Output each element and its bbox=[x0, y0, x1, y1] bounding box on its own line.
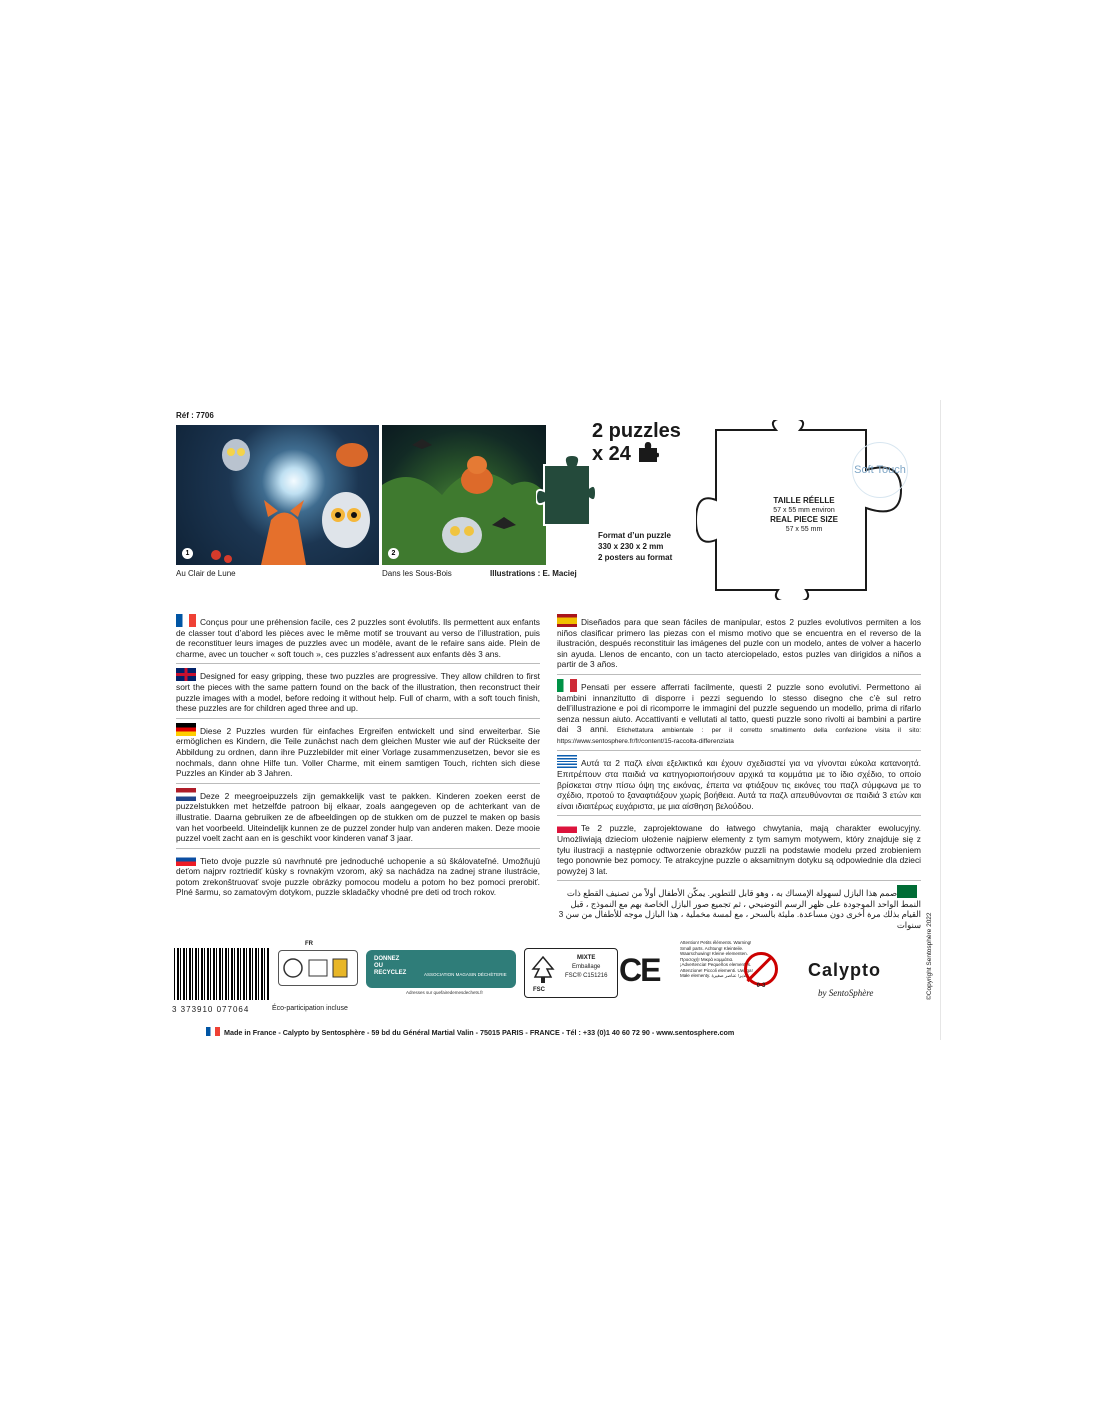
poland-flag-icon bbox=[557, 820, 577, 833]
text-es-body: Diseñados para que sean fáciles de manipular, estos 2 puzles evolutivos permiten a los niños clasificar primero las piezas con el mismo motivo que se encuentra en el reverso de la ilustración, después reconstituir las imágenes del puzle con un modelo, antes de volver a hacerlo sin ayuda. Llenos de encanto, con un tacto aterciopelado, estos puzles van dirigidos a niños a partir de 3 años. bbox=[557, 617, 921, 670]
puzzle-illustration-1 bbox=[176, 425, 379, 565]
puzzle-title-2: Dans les Sous-Bois bbox=[382, 569, 452, 578]
donnez-text bbox=[374, 956, 406, 977]
fsc-mixte: MIXTE bbox=[577, 955, 596, 961]
italy-flag-icon bbox=[557, 679, 577, 692]
text-fr-body: Conçus pour une préhension facile, ces 2 puzzles sont évolutifs. Ils permettent aux enfants de classer tout d’abord les pièces avec le même motif se trouvant au verso de l’illustration, puis de reconstituer leurs images de puzzles avec un modèle, avant de le refaire sans aide. Plein de charme, avec un toucher « soft touch », ces puzzles s’adressent aux enfants dès 3 ans. bbox=[176, 617, 540, 659]
size-value-en: 57 x 55 mm bbox=[785, 526, 823, 533]
donnez-categories: ASSOCIATION MAGASIN DÉCHÈTERIE bbox=[424, 972, 507, 977]
format-info bbox=[598, 530, 672, 563]
headline-pieces bbox=[592, 442, 681, 465]
donnez-line-2: OU bbox=[374, 963, 383, 969]
slovakia-flag-icon bbox=[176, 853, 196, 866]
saudi-flag-icon bbox=[897, 885, 917, 898]
puzzle-piece-icon bbox=[637, 442, 659, 462]
headline bbox=[592, 420, 681, 465]
recycling-icons bbox=[279, 951, 357, 985]
triman-fr-label: FR bbox=[305, 941, 313, 947]
text-sk bbox=[176, 853, 540, 902]
ce-mark: CE bbox=[619, 952, 660, 988]
text-en-body: Designed for easy gripping, these two puzzles are progressive. They allow children to first sort the pieces with the same pattern found on the back of the illustration, then reconstruct their puzzle images with a model, before redoing it without help. Full of charm, with a soft touch finish, these puzzles are for children aged three and up. bbox=[176, 671, 540, 714]
text-it-body: Pensati per essere afferrati facilmente, questi 2 puzzle sono evolutivi. Permettono ai bambini innanzitutto di disporre i pezzi seguendo lo stesso disegno che c’è sul retro dell’illustrazione e poi di ricomporre le immagini del puzzle seguendo un modello, prima di rifarlo senza nessun aiuto. Accattivanti e vellutati al tatto, questi puzzle sono rivolti ai bambini a partire dai 3 anni. bbox=[557, 681, 921, 735]
size-value-fr: 57 x 55 mm environ bbox=[773, 507, 835, 514]
triman-recycling-logo bbox=[278, 950, 358, 986]
headline-count: 2 puzzles bbox=[592, 420, 681, 442]
text-en bbox=[176, 668, 540, 718]
small-parts-warning: Attention! Petits éléments. Warning! Small parts. Achtung! Kleinteile. Waarschuwing! Kleine elementen. Προσοχή! Μικρά κομμάτια. ¡Advertencia! Pequeños elementos. Attenzione! Piccoli elementi. Uwaga! Małe elementy. تحذير! عناصر صغيرة bbox=[680, 940, 753, 978]
netherlands-flag-icon bbox=[176, 788, 196, 801]
france-flag-icon bbox=[206, 1027, 220, 1036]
fsc-logo bbox=[524, 948, 618, 998]
text-fr bbox=[176, 614, 540, 664]
text-el bbox=[557, 755, 921, 816]
age-warning-text: 0-3 bbox=[756, 983, 766, 989]
description-column-left bbox=[176, 614, 540, 906]
age-warning-icon bbox=[744, 952, 778, 989]
barcode bbox=[174, 948, 270, 1000]
donnez-line-3: RECYCLEZ bbox=[374, 970, 407, 976]
description-column-right bbox=[557, 614, 921, 939]
barcode-number: 3 373910 077064 bbox=[172, 1005, 250, 1014]
soft-touch-badge: Soft Touch bbox=[852, 442, 908, 498]
address-text: Made in France - Calypto by Sentosphère - 59 bd du Général Martial Valin - 75015 PARIS - FRANCE - Tél : +33 (0)1 40 60 72 90 - www.sentosphere.com bbox=[224, 1028, 735, 1037]
puzzle-number-badge: 2 bbox=[388, 548, 399, 559]
format-line-3: 2 posters au format bbox=[598, 553, 673, 562]
text-el-body: Αυτά τα 2 παζλ είναι εξελικτικά και έχουν σχεδιαστεί για να γίνονται εύκολα κατανοητά. Επιτρέπουν στα παιδιά να κατηγοριοποιήσουν αρχικά τα κομμάτια με το ίδιο σχέδιο, το οποίο βρίσκεται στην πίσω όψη της εικόνας, έπειτα να φτιάξουν τις εικόνες του παζλ σύμφωνα με το σχέδιο, προτού το ξαναφτιάξουν χωρίς βοήθεια. Αυτά τα παζλ απευθύνονται σε παιδιά 3 ετών και είναι ιδιαιτέρως ευχάριστα, με μια αίσθηση βελούδου. bbox=[557, 758, 921, 811]
text-de-body: Diese 2 Puzzles wurden für einfaches Ergreifen entwickelt und sind erweiterbar. Sie ermöglichen es Kindern, die Teile zunächst nach dem gleichen Muster wie auf der Rückseite der Abbildung zu ordnen, dann ihre Puzzlebilder mit einer Vorlage zusammenzusetzen, bevor sie es nochmals, dann ohne Hilfe tun. Voller Charme, mit einem samtigen Touch, richten sich diese Puzzles an Kinder ab 3 Jahren. bbox=[176, 725, 540, 779]
donnez-line-1: DONNEZ bbox=[374, 956, 400, 962]
text-de bbox=[176, 723, 540, 784]
fsc-code: FSC® C151216 bbox=[565, 973, 608, 979]
copyright: ©Copyright Sentosphère 2022 bbox=[926, 912, 933, 1000]
headline-pieces-text: x 24 bbox=[592, 443, 631, 465]
puzzle-illustration-2 bbox=[382, 425, 546, 565]
fsc-emballage: Emballage bbox=[572, 964, 601, 970]
text-nl-body: Deze 2 meegroeipuzzels zijn gemakkelijk vast te pakken. Kinderen zoeken eerst de puzzelstukken met hetzelfde patroon bij elkaar, zoals aangegeven op de achterkant van de illustratie. Daarna gebruiken ze de afbeeldingen op de stukken om de puzzel te maken op basis van het voorbeeld. Uiteindelijk kunnen ze de puzzel zonder hulp van anderen maken. Deze mooie puzzel voelt zacht aan en is geschikt voor kinderen vanaf 3 jaar. bbox=[176, 790, 540, 844]
fsc-tree-icon bbox=[531, 955, 555, 985]
size-label-fr: TAILLE RÉELLE bbox=[773, 496, 835, 505]
puzzle-box-back bbox=[160, 400, 941, 1040]
illustrator-credit: Illustrations : E. Maciej bbox=[490, 569, 577, 578]
text-nl bbox=[176, 788, 540, 849]
owl-fox-moon-illustration bbox=[176, 425, 379, 565]
donnez-recyclez-logo bbox=[366, 950, 516, 995]
donnez-url: Adresses sur quefairedemesdechets.fr bbox=[406, 990, 484, 995]
reference-number: Réf : 7706 bbox=[176, 411, 214, 420]
puzzle-number-badge: 1 bbox=[182, 548, 193, 559]
format-line-1: Format d’un puzzle bbox=[598, 531, 671, 540]
text-es bbox=[557, 614, 921, 675]
loose-puzzle-piece bbox=[536, 455, 596, 535]
text-it bbox=[557, 679, 921, 751]
format-line-2: 330 x 230 x 2 mm bbox=[598, 542, 664, 551]
text-sk-body: Tieto dvoje puzzle sú navrhnuté pre jednoduché uchopenie a sú škálovateľné. Umožňujú deťom najprv roztriediť kúsky s rovnakým vzorom, aký sa nachádza na zadnej strane ilustrácie, potom zrekonštruovať svoje puzzle obrázky pomocou modelu a potom ho bez pomoci prerobiť. Plné šarmu, so zamatovým dotykom, puzzle skladačky vhodné pre deti od troch rokov. bbox=[176, 855, 540, 898]
greece-flag-icon bbox=[557, 755, 577, 768]
text-it-recycling-note: Etichettatura ambientale : per il corretto smaltimento della confezione visita il sito: https://www.sentosphere.fr/fr/content/15-raccolta-differenziata bbox=[557, 727, 922, 746]
piece-size-info bbox=[754, 496, 854, 534]
text-pl-body: Te 2 puzzle, zaprojektowane do łatwego chwytania, mają charakter ewolucyjny. Umożliwiają dzieciom ułożenie najpierw elementy z tym samym motywem, który znajduje się z tyłu ilustracji a następnie odtworzenie obrazków puzzli na podstawie modelu przed zrobieniem tego ponownie bez pomocy. Te atrakcyjne puzzle o aksamitnym dotyku są odpowiednie dla dzieci powyżej 3 lat. bbox=[557, 823, 921, 876]
uk-flag-icon bbox=[176, 668, 196, 681]
france-flag-icon bbox=[176, 614, 196, 627]
text-pl bbox=[557, 820, 921, 881]
squirrel-owl-forest-illustration bbox=[382, 425, 546, 565]
germany-flag-icon bbox=[176, 723, 196, 736]
sentosphere-logo: by SentoSphère bbox=[818, 988, 874, 998]
text-ar bbox=[557, 885, 921, 934]
calypto-logo: Calypto bbox=[808, 960, 882, 980]
spain-flag-icon bbox=[557, 614, 577, 627]
size-label-en: REAL PIECE SIZE bbox=[770, 515, 838, 524]
fsc-label: FSC bbox=[533, 987, 545, 993]
eco-participation: Éco-participation incluse bbox=[272, 1005, 348, 1012]
text-ar-body: صمم هذا البازل لسهولة الإمساك به ، وهو قابل للتطوير. يمكّن الأطفال أولاً من تصنيف القطع ذات النمط الواحد الموجودة على ظهر الرسم التوضيحي ، ثم تجميع صور البازل الخاصة بهم مع النموذج ، قبل القيام بذلك مرة أخرى دون مساعدة. مليئة بالسحر ، مع لمسة مخملية ، هذا البازل موجه للأطفال من سن 3 سنوات bbox=[558, 888, 921, 931]
company-address bbox=[206, 1027, 734, 1037]
puzzle-title-1: Au Clair de Lune bbox=[176, 569, 236, 578]
fsc-text bbox=[565, 954, 607, 981]
